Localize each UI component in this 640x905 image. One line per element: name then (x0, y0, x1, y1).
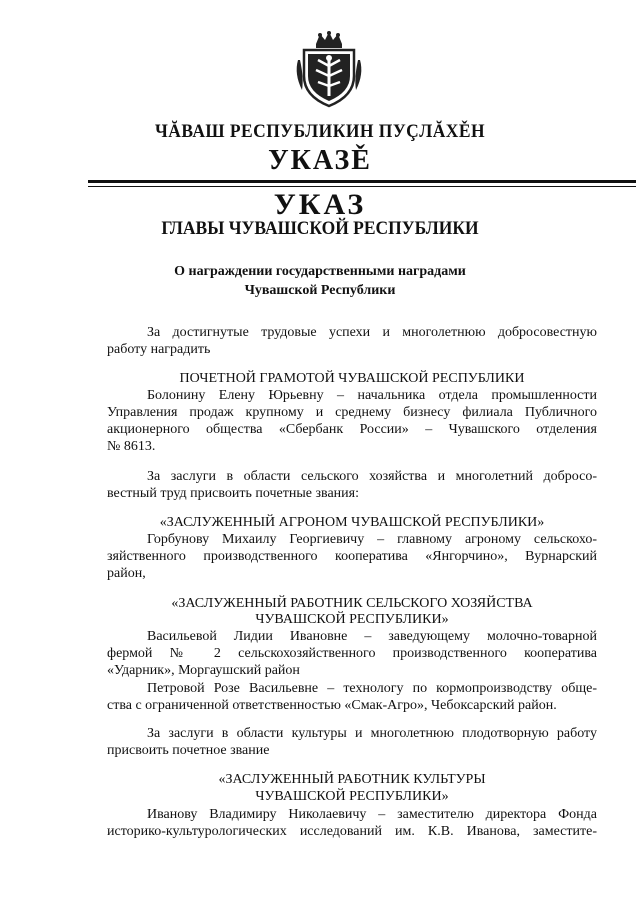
body-line: За достигнутые трудовые успехи и многолетнюю добросовестную (147, 325, 597, 340)
decree-subject (0, 262, 640, 300)
honorary-title: «ЗАСЛУЖЕННЫЙ АГРОНОМ ЧУВАШСКОЙ РЕСПУБЛИКИ» (159, 515, 545, 530)
body-line: За заслуги в области культуры и многолетнюю плодотворную работу (147, 726, 597, 741)
honorary-title: «ЗАСЛУЖЕННЫЙ РАБОТНИК СЕЛЬСКОГО ХОЗЯЙСТВА (171, 596, 533, 611)
body-line: Петровой Розе Васильевне – технологу по кормопроизводству обще- (147, 681, 597, 696)
body-line: Горбунову Михаилу Георгиевичу – главному агроному сельскохо- (147, 532, 597, 547)
body-line: ства с ограниченной ответственностью «Смак-Агро», Чебоксарский район. (107, 698, 557, 713)
body-line: Болонину Елену Юрьевну – начальника отдела промышленности (147, 388, 597, 403)
body-line: Васильевой Лидии Ивановне – заведующему молочно-товарной (147, 629, 597, 644)
body-line: № 8613. (107, 439, 156, 454)
body-line: акционерного общества «Сбербанк России» – Чувашского отделения (107, 422, 597, 437)
body-line: Управления продаж крупному и среднему бизнесу филиала Публичного (107, 405, 597, 420)
body-line: «Ударник», Моргаушский район (107, 663, 300, 678)
honorary-title: ЧУВАШСКОЙ РЕСПУБЛИКИ» (255, 789, 449, 804)
body-line: вестный труд присвоить почетные звания: (107, 486, 359, 501)
award-title: ПОЧЕТНОЙ ГРАМОТОЙ ЧУВАШСКОЙ РЕСПУБЛИКИ (179, 371, 525, 386)
header-divider-thin (88, 186, 636, 187)
body-line: зяйственного производственного кооператива «Янгорчино», Вурнарский (107, 549, 597, 564)
body-line: присвоить почетное звание (107, 743, 270, 758)
honorary-title: «ЗАСЛУЖЕННЫЙ РАБОТНИК КУЛЬТУРЫ (218, 772, 486, 787)
header-divider-thick (88, 180, 636, 183)
body-line: фермой № 2 сельскохозяйственного производственного кооператива (107, 646, 597, 661)
chuvash-decree-title: УКАЗĚ (268, 145, 372, 176)
subject-line: О награждении государственными наградами (174, 264, 466, 279)
body-line: Иванову Владимиру Николаевичу – заместителю директора Фонда (147, 807, 597, 822)
decree-title: УКАЗ (273, 188, 367, 221)
head-of-republic-line: ГЛАВЫ ЧУВАШСКОЙ РЕСПУБЛИКИ (161, 218, 479, 239)
body-line: район, (107, 566, 146, 581)
subject-line: Чувашской Республики (244, 283, 396, 298)
body-line: За заслуги в области сельского хозяйства и многолетний добросо- (147, 469, 597, 484)
body-line: историко-культурологических исследований им. К.В. Иванова, заместите- (107, 824, 597, 839)
honorary-title: ЧУВАШСКОЙ РЕСПУБЛИКИ» (255, 612, 449, 627)
body-line: работу наградить (107, 342, 211, 357)
chuvash-emblem-icon (290, 30, 368, 108)
chuvash-header-line: ЧĂВАШ РЕСПУБЛИКИН ПУÇЛĂХĚН (154, 121, 486, 142)
